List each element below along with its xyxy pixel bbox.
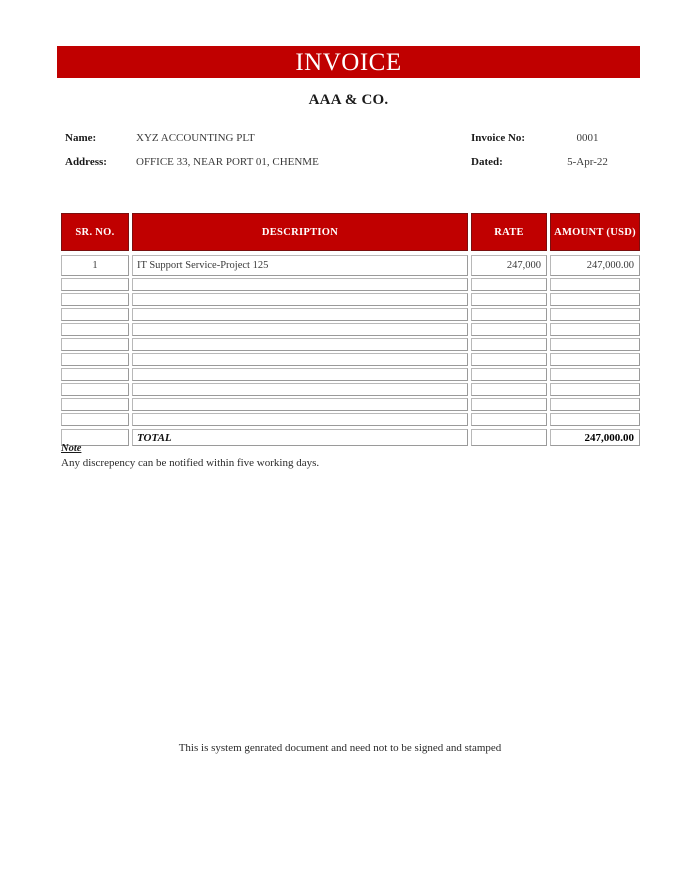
name-value: XYZ ACCOUNTING PLT <box>136 132 255 144</box>
dated-value: 5-Apr-22 <box>567 156 608 168</box>
table-row-empty <box>61 368 640 381</box>
row-amount <box>550 383 640 396</box>
table-body <box>61 255 640 426</box>
row-sr-no <box>61 293 129 306</box>
table-row-empty <box>61 338 640 351</box>
line-items-table <box>61 213 640 448</box>
row-rate <box>471 293 547 306</box>
row-amount <box>550 413 640 426</box>
table-row-empty <box>61 293 640 306</box>
invoice-no-label: Invoice No: <box>471 132 526 144</box>
note-section <box>61 438 521 470</box>
row-description <box>132 278 468 291</box>
row-amount <box>550 353 640 366</box>
row-rate <box>471 368 547 381</box>
row-amount <box>550 338 640 351</box>
row-amount <box>550 368 640 381</box>
row-sr-no <box>61 278 129 291</box>
row-rate <box>471 338 547 351</box>
invoice-no-value: 0001 <box>576 132 599 144</box>
row-rate <box>471 398 547 411</box>
row-sr-no <box>61 323 129 336</box>
row-sr-no <box>61 353 129 366</box>
table-header-row <box>61 213 640 251</box>
header-amount: AMOUNT (USD) <box>550 213 640 251</box>
row-rate <box>471 278 547 291</box>
row-amount: 247,000.00 <box>550 255 640 276</box>
row-description: IT Support Service-Project 125 <box>132 255 468 276</box>
page-title: INVOICE <box>295 48 402 76</box>
row-description <box>132 293 468 306</box>
row-description <box>132 308 468 321</box>
footer-note: This is system genrated document and need not to be signed and stamped <box>178 742 502 754</box>
header-rate: RATE <box>471 213 547 251</box>
address-label: Address: <box>65 156 107 168</box>
row-sr-no <box>61 398 129 411</box>
meta-row-name <box>0 132 680 156</box>
row-rate <box>471 308 547 321</box>
table-row-empty <box>61 398 640 411</box>
row-sr-no <box>61 368 129 381</box>
row-sr-no <box>61 308 129 321</box>
row-rate <box>471 353 547 366</box>
row-description <box>132 368 468 381</box>
table-row-empty <box>61 323 640 336</box>
meta-row-address <box>0 156 680 180</box>
row-description <box>132 383 468 396</box>
note-title: Note <box>61 443 82 454</box>
row-amount <box>550 293 640 306</box>
row-rate <box>471 323 547 336</box>
row-amount <box>550 398 640 411</box>
table-row-empty <box>61 353 640 366</box>
header-description: DESCRIPTION <box>132 213 468 251</box>
invoice-meta <box>0 130 680 182</box>
row-description <box>132 413 468 426</box>
total-label: TOTAL <box>132 429 468 446</box>
row-sr-no <box>61 413 129 426</box>
row-description <box>132 398 468 411</box>
row-sr-no <box>61 338 129 351</box>
header-sr-no: SR. NO. <box>61 213 129 251</box>
invoice-banner <box>57 46 640 78</box>
company-name: AAA & CO. <box>308 92 389 108</box>
row-rate: 247,000 <box>471 255 547 276</box>
table-row-empty <box>61 413 640 426</box>
row-amount <box>550 308 640 321</box>
dated-label: Dated: <box>471 156 503 168</box>
row-sr-no <box>61 383 129 396</box>
note-text: Any discrepency can be notified within five working days. <box>61 457 320 469</box>
name-label: Name: <box>65 132 97 144</box>
table-row-empty <box>61 308 640 321</box>
total-amount: 247,000.00 <box>550 429 640 446</box>
table-row-empty <box>61 278 640 291</box>
row-amount <box>550 323 640 336</box>
row-sr-no: 1 <box>61 255 129 276</box>
table-row-empty <box>61 383 640 396</box>
row-rate <box>471 413 547 426</box>
table-row <box>61 255 640 276</box>
row-description <box>132 338 468 351</box>
row-description <box>132 323 468 336</box>
row-amount <box>550 278 640 291</box>
row-description <box>132 353 468 366</box>
address-value: OFFICE 33, NEAR PORT 01, CHENME <box>136 156 319 168</box>
row-rate <box>471 383 547 396</box>
